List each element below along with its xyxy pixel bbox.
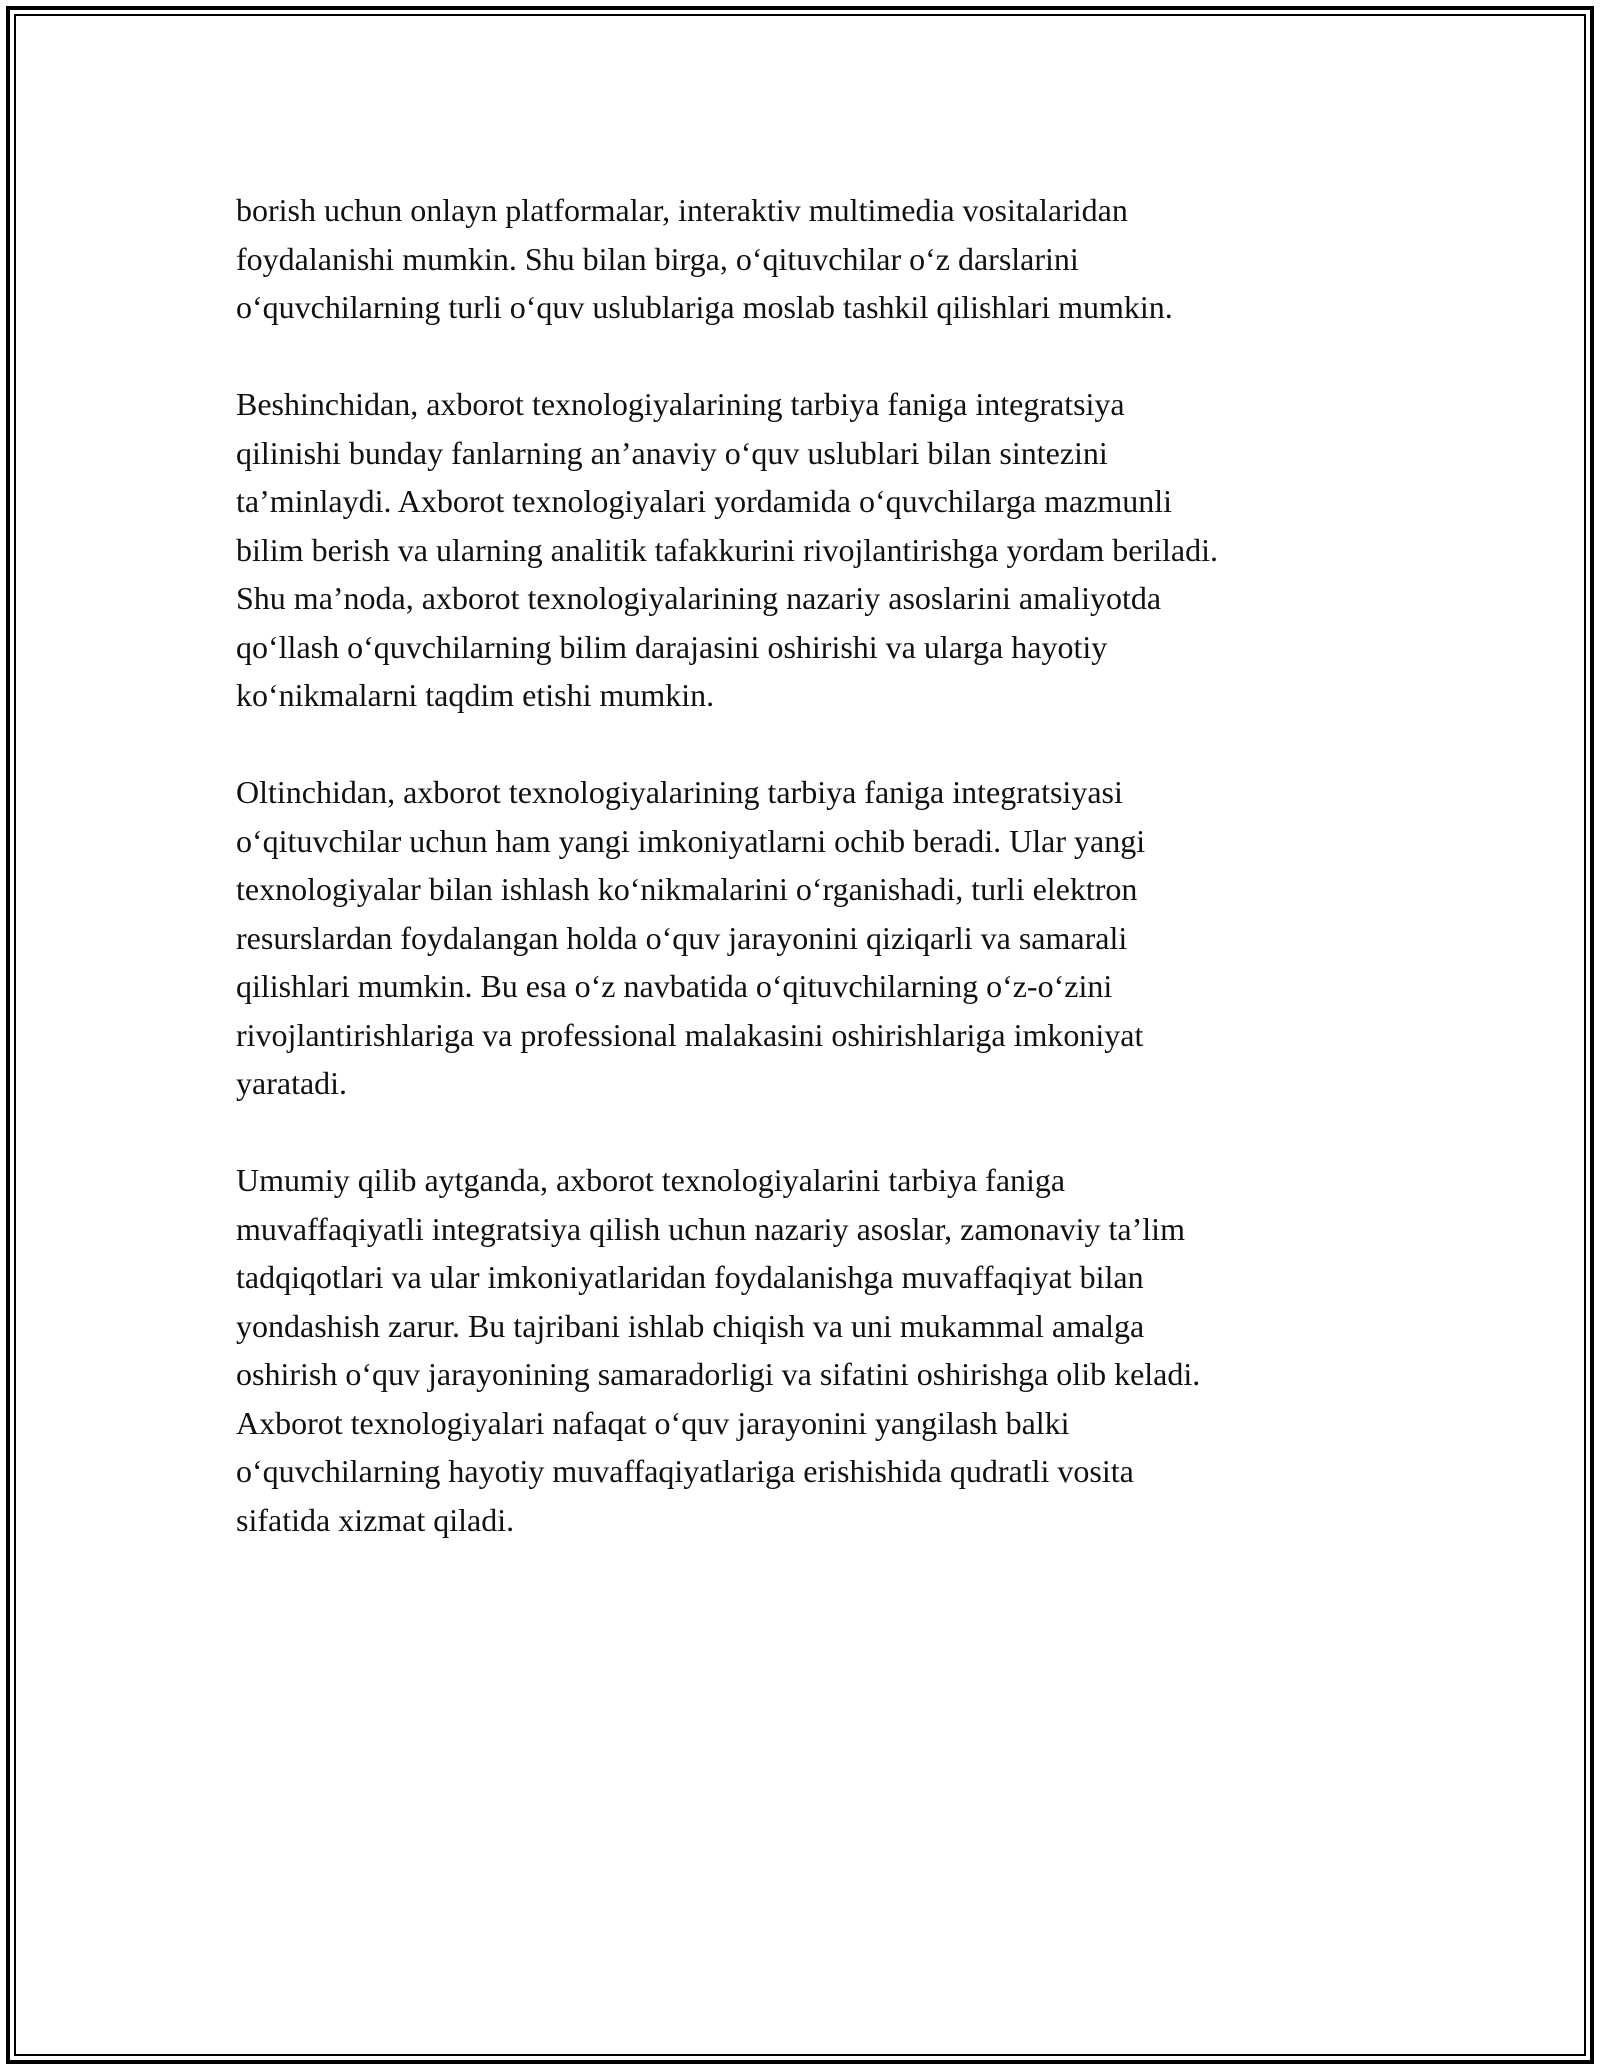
paragraph-2: Beshinchidan, axborot texnologiyalarining tarbiya faniga integratsiya qilinishi bunday fanlarning an’anaviy o‘quv uslublari bilan sintezini ta’minlaydi. Axborot texnologiyalari yordamida o‘quvchilarga mazmunli bilim berish va ularning analitik tafakkurini rivojlantirishga yordam beriladi. Shu ma’noda, axborot texnologiyalarining nazariy asoslarini amaliyotda qo‘llash o‘quvchilarning bilim darajasini oshirishi va ularga hayotiy ko‘nikmalarni taqdim etishi mumkin. (236, 386, 1218, 713)
paragraph-4: Umumiy qilib aytganda, axborot texnologiyalarini tarbiya faniga muvaffaqiyatli integratsiya qilish uchun nazariy asoslar, zamonaviy ta’lim tadqiqotlari va ular imkoniyatlaridan foydalanishga muvaffaqiyat bilan yondashish zarur. Bu tajribani ishlab chiqish va uni mukammal amalga oshirish o‘quv jarayonining samaradorligi va sifatini oshirishga olib keladi. Axborot texnologiyalari nafaqat o‘quv jarayonini yangilash balki o‘quvchilarning hayotiy muvaffaqiyatlariga erishishida qudratli vosita sifatida xizmat qiladi. (236, 1162, 1201, 1538)
paragraph-1: borish uchun onlayn platformalar, interaktiv multimedia vositalaridan foydalanishi mumkin. Shu bilan birga, o‘qituvchilar o‘z darslarini o‘quvchilarning turli o‘quv uslublariga moslab tashkil qilishlari mumkin. (236, 192, 1173, 325)
document-body (236, 186, 1386, 1593)
paragraph-3: Oltinchidan, axborot texnologiyalarining tarbiya faniga integratsiyasi o‘qituvchilar uchun ham yangi imkoniyatlarni ochib beradi. Ular yangi texnologiyalar bilan ishlash ko‘nikmalarini o‘rganishadi, turli elektron resurslardan foydalangan holda o‘quv jarayonini qiziqarli va samarali qilishlari mumkin. Bu esa o‘z navbatida o‘qituvchilarning o‘z-o‘zini rivojlantirishlariga va professional malakasini oshirishlariga imkoniyat yaratadi. (236, 774, 1146, 1101)
